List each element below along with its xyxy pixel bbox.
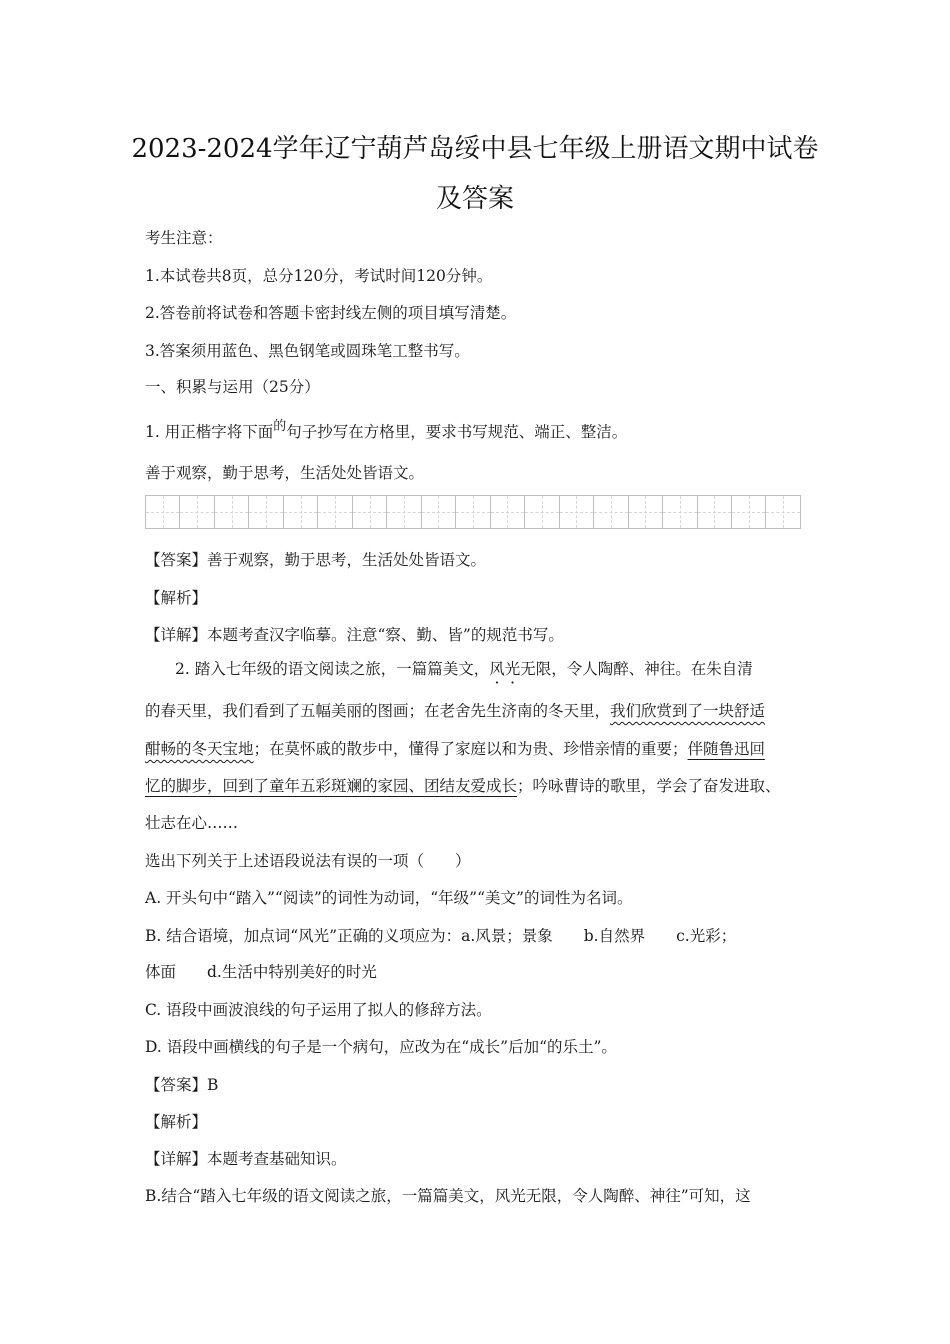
grid-cell [732, 496, 766, 528]
q1-stem-a: 1. 用正楷字将下面 [145, 423, 274, 441]
notice-item-2: 2.答卷前将试卷和答题卡密封线左侧的项目填写清楚。 [145, 304, 517, 322]
writing-grid [145, 495, 801, 529]
grid-cell [318, 496, 352, 528]
section-heading: 一、积累与运用（25分） [145, 378, 320, 396]
q2-p3-b: ；在莫怀戚的散步中，懂得了家庭以和为贵、珍惜亲情的重要； [253, 740, 688, 758]
q2-answer: 【答案】B [145, 1076, 219, 1094]
q2-p1-b: 无限，令人陶醉、神往。在朱自清 [520, 660, 753, 678]
grid-cell [249, 496, 283, 528]
q2-underlined-sentence-part1: 伴随鲁迅回 [687, 740, 766, 758]
q1-stem-sup: 的 [273, 419, 287, 434]
q2-para-line5: 壮志在心…… [145, 814, 239, 832]
q1-sentence: 善于观察，勤于思考，生活处处皆语文。 [145, 464, 425, 482]
q2-para-line3 [145, 737, 765, 759]
q2-dotted-char-1: 风 [489, 660, 505, 678]
q2-analysis-label: 【解析】 [145, 1113, 208, 1131]
grid-cell [284, 496, 318, 528]
grid-cell [766, 496, 799, 528]
doc-title-line2: 及答案 [435, 184, 514, 214]
q2-p1-a: 2. 踏入七年级的语文阅读之旅，一篇篇美文， [175, 660, 490, 678]
q2-explain: B.结合“踏入七年级的语文阅读之旅，一篇篇美文，风光无限，令人陶醉、神往”可知，这 [145, 1187, 751, 1205]
q2-para-line1 [175, 657, 753, 679]
q1-stem-b: 句子抄写在方格里，要求书写规范、端正、整洁。 [286, 423, 628, 441]
q2-p4-b: ；吟咏曹诗的歌里，学会了奋发进取、 [517, 777, 781, 795]
notice-item-1: 1.本试卷共8页，总分120分，考试时间120分钟。 [145, 267, 493, 285]
grid-cell [387, 496, 421, 528]
q2-option-a: A. 开头句中“踏入”“阅读”的词性为动词，“年级”“美文”的词性为名词。 [145, 889, 633, 907]
grid-cell [698, 496, 732, 528]
q1-answer: 【答案】善于观察，勤于思考，生活处处皆语文。 [145, 551, 487, 569]
q2-underlined-sentence-part2: 忆的脚步，回到了童年五彩斑斓的家园、团结友爱成长 [145, 777, 518, 795]
grid-cell [629, 496, 663, 528]
notice-item-3: 3.答案须用蓝色、黑色钢笔或圆珠笔工整书写。 [145, 342, 470, 360]
q2-para-line2 [145, 699, 765, 721]
q1-detail: 【详解】本题考查汉字临摹。注意“察、勤、皆”的规范书写。 [145, 626, 564, 644]
q1-analysis-label: 【解析】 [145, 589, 208, 607]
notice-heading: 考生注意： [145, 229, 223, 247]
grid-cell [560, 496, 594, 528]
q2-option-b-line1: B. 结合语境，加点词“风光”正确的义项应为：a.风景；景象 b.自然界 c.光彩； [145, 927, 737, 945]
q2-option-b-line2: 体面 d.生活中特别美好的时光 [145, 963, 377, 981]
q2-option-d: D. 语段中画横线的句子是一个病句，应改为在“成长”后加“的乐土”。 [145, 1038, 617, 1056]
grid-cell [525, 496, 559, 528]
q2-wavy-sentence-part1: 我们欣赏到了一块舒适 [610, 702, 766, 720]
grid-cell [456, 496, 490, 528]
grid-cell [146, 496, 180, 528]
q2-p2-a: 的春天里，我们看到了五幅美丽的图画；在老舍先生济南的冬天里， [145, 702, 611, 720]
grid-cell [594, 496, 628, 528]
q2-para-line4 [145, 774, 781, 796]
q1-stem [145, 420, 627, 442]
q2-detail: 【详解】本题考查基础知识。 [145, 1150, 347, 1168]
grid-cell [180, 496, 214, 528]
q2-wavy-sentence-part2: 酣畅的冬天宝地 [145, 740, 254, 758]
q2-prompt: 选出下列关于上述语段说法有误的一项（ ） [145, 852, 471, 870]
grid-cell [422, 496, 456, 528]
q2-dotted-char-2: 光 [504, 660, 521, 678]
doc-title-line1: 2023-2024学年辽宁葫芦岛绥中县七年级上册语文期中试卷 [131, 134, 819, 164]
grid-cell [353, 496, 387, 528]
grid-cell [215, 496, 249, 528]
grid-cell [491, 496, 525, 528]
q2-option-c: C. 语段中画波浪线的句子运用了拟人的修辞方法。 [145, 1001, 492, 1019]
grid-cell [663, 496, 697, 528]
